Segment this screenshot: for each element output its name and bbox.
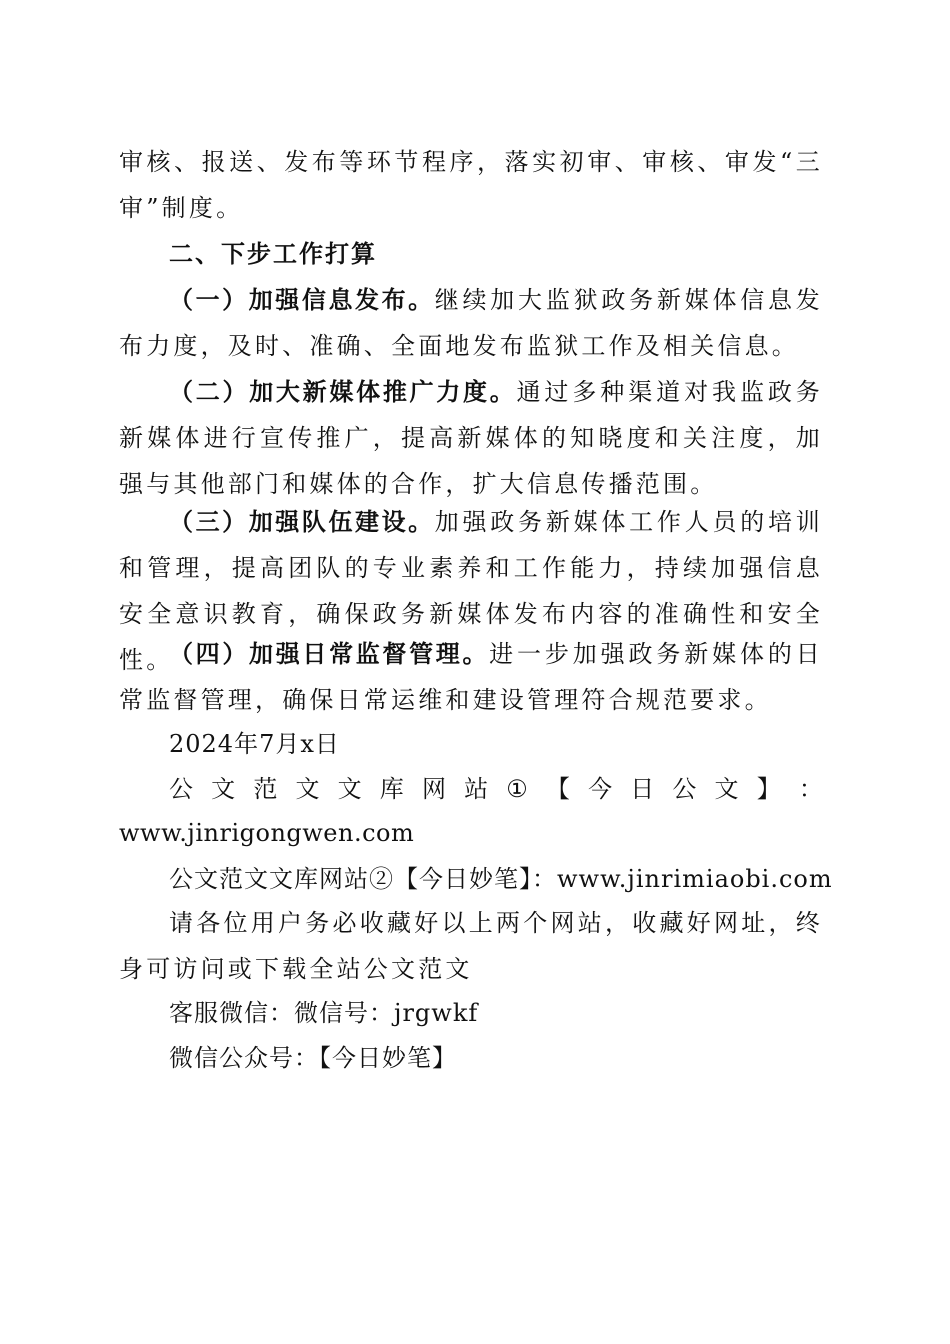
site1-char: 】: [756, 775, 781, 803]
site1-char: 日: [630, 775, 655, 803]
item-paragraph-1: [119, 277, 823, 369]
site1-char: 范: [253, 775, 278, 803]
site1-char: 站: [464, 775, 489, 803]
section-heading: 二、下步工作打算: [169, 240, 377, 268]
site1-char: 文: [337, 775, 362, 803]
item-body-3: 加强政务新媒体工作人员的培训和管理，提高团队的专业素养和工作能力，持续加强信息安全意识教育，确保政务新媒体发布内容的准确性和安全性。: [119, 508, 823, 674]
notice-text: 请各位用户务必收藏好以上两个网站，收藏好网址，终身可访问或下载全站公文范文: [119, 909, 823, 983]
site1-url[interactable]: www.jinrigongwen.com: [119, 819, 415, 847]
site1-char: 今: [588, 775, 613, 803]
official-account: 微信公众号：【今日妙笔】: [169, 1044, 457, 1072]
site1-char: 公: [672, 775, 697, 803]
site2-line[interactable]: 公文范文文库网站②【今日妙笔】：www.jinrimiaobi.com: [169, 865, 833, 893]
site1-char: 库: [379, 775, 404, 803]
site1-char: 公: [169, 775, 193, 803]
notice-paragraph: [119, 900, 823, 992]
item-lead-4: （四）加强日常监督管理。: [169, 640, 490, 668]
site1-char: 文: [714, 775, 739, 803]
item-body-4: 进一步加强政务新媒体的日常监督管理，确保日常运维和建设管理符合规范要求。: [119, 640, 823, 714]
site1-char: 网: [421, 775, 446, 803]
site1-char: ①: [506, 775, 528, 803]
continuation-text: 审核、报送、发布等环节程序，落实初审、审核、审发“三审”制度。: [119, 148, 823, 222]
item-body-2: 通过多种渠道对我监政务新媒体进行宣传推广，提高新媒体的知晓度和关注度，加强与其他部门和媒体的合作，扩大信息传播范围。: [119, 378, 824, 498]
item-lead-1: （一）加强信息发布。: [169, 286, 435, 314]
continuation-paragraph: [119, 139, 823, 231]
document-date: 2024年7月x日: [169, 730, 340, 758]
site1-char: ：: [798, 775, 823, 803]
service-wechat: 客服微信：微信号：jrgwkf: [169, 999, 479, 1027]
item-lead-2: （二）加大新媒体推广力度。: [169, 378, 517, 406]
item-paragraph-4: [119, 631, 823, 723]
site1-char: 文: [295, 775, 320, 803]
site1-char: 【: [545, 775, 570, 803]
item-paragraph-2: [119, 369, 823, 507]
item-lead-3: （三）加强队伍建设。: [169, 508, 435, 536]
item-body-1: 继续加大监狱政务新媒体信息发布力度，及时、准确、全面地发布监狱工作及相关信息。: [119, 286, 823, 360]
site1-line: [169, 766, 823, 812]
site1-char: 文: [211, 775, 236, 803]
